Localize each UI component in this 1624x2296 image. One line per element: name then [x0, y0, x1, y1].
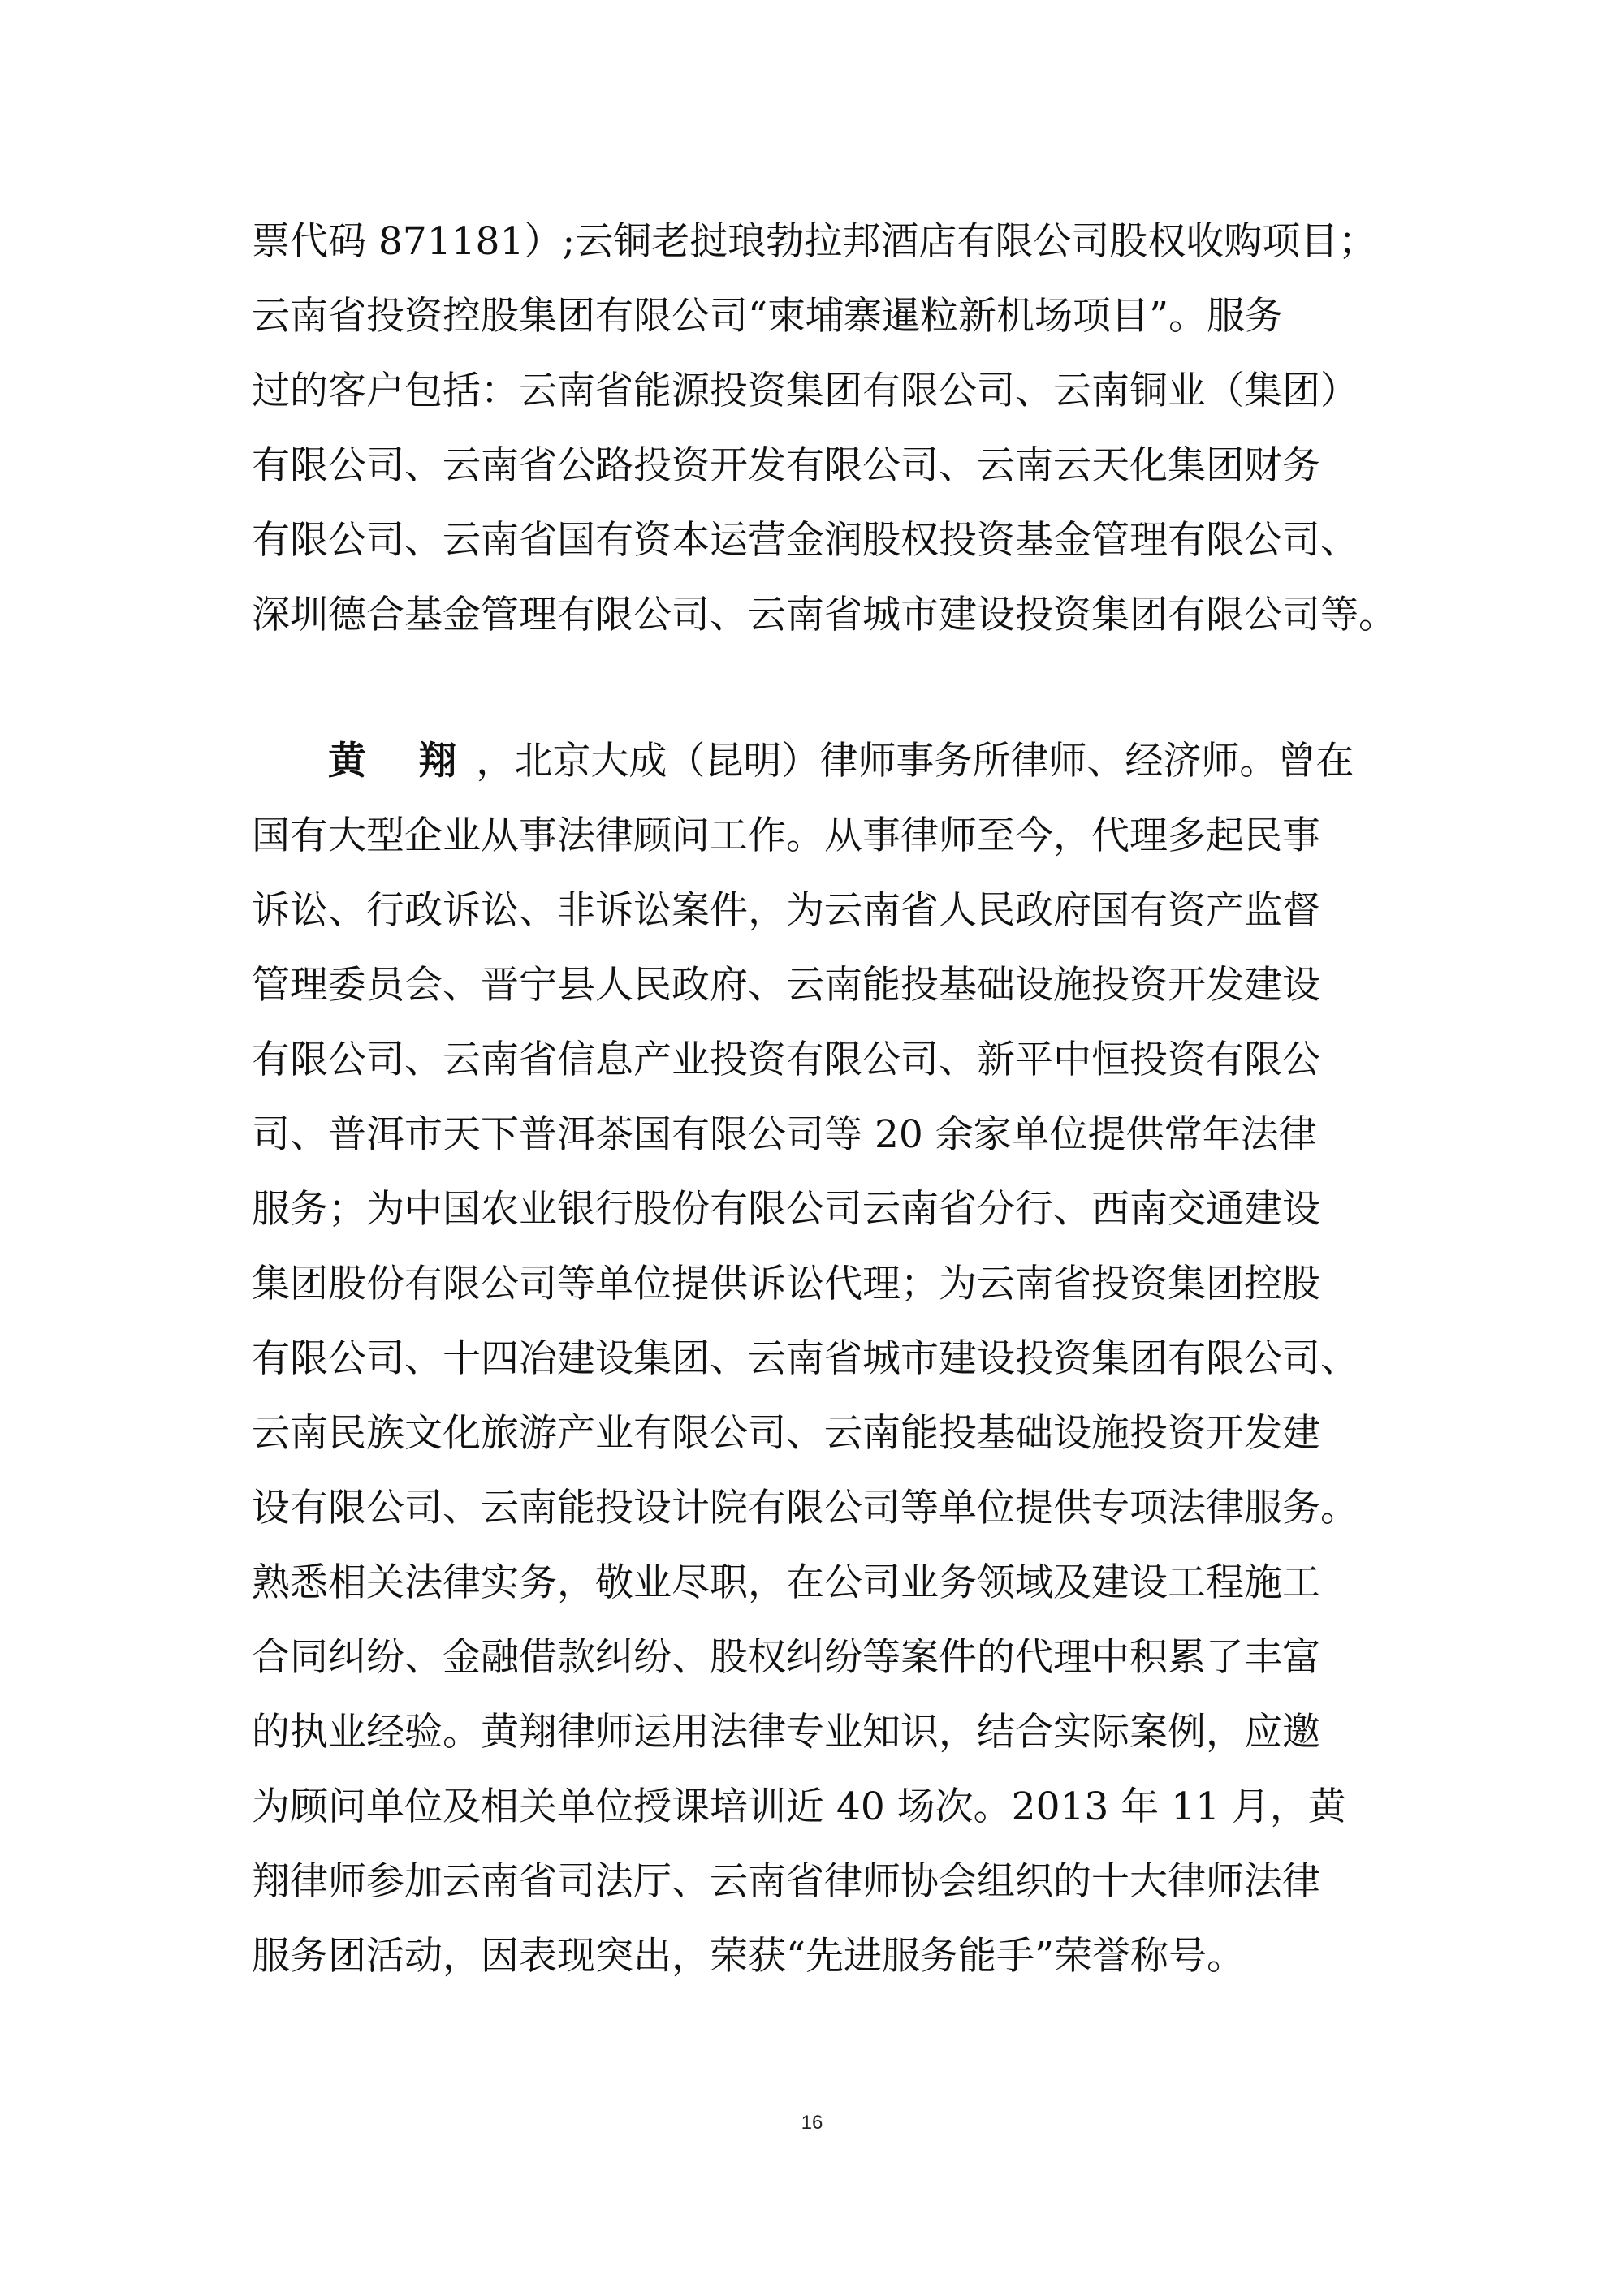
text-line: 过的客户包括：云南省能源投资集团有限公司、云南铜业（集团）	[252, 369, 1358, 413]
text-line: 有限公司、云南省公路投资开发有限公司、云南云天化集团财务	[252, 443, 1320, 488]
text-line: 合同纠纷、金融借款纠纷、股权纠纷等案件的代理中积累了丰富	[252, 1635, 1320, 1680]
text-line: 管理委员会、晋宁县人民政府、云南能投基础设施投资开发建设	[252, 963, 1320, 1008]
text-line: 有限公司、十四冶建设集团、云南省城市建设投资集团有限公司、	[252, 1336, 1358, 1381]
text-line: 服务；为中国农业银行股份有限公司云南省分行、西南交通建设	[252, 1187, 1320, 1232]
text-line: 国有大型企业从事法律顾问工作。从事律师至今，代理多起民事	[252, 814, 1320, 858]
text-line: 有限公司、云南省信息产业投资有限公司、新平中恒投资有限公	[252, 1038, 1320, 1082]
text-line: 诉讼、行政诉讼、非诉讼案件，为云南省人民政府国有资产监督	[252, 888, 1320, 933]
text-line: 翔律师参加云南省司法厅、云南省律师协会组织的十大律师法律	[252, 1859, 1320, 1904]
text-line: 司、普洱市天下普洱茶国有限公司等 20 余家单位提供常年法律	[252, 1112, 1317, 1157]
text-line: 服务团活动，因表现突出，荣获“先进服务能手”荣誉称号。	[252, 1934, 1246, 1979]
page-number: 16	[801, 2112, 823, 2134]
first-line-text: ，北京大成（昆明）律师事务所律师、经济师。曾在	[476, 739, 1354, 783]
text-line: 熟悉相关法律实务，敬业尽职，在公司业务领域及建设工程施工	[252, 1560, 1320, 1605]
text-line: 有限公司、云南省国有资本运营金润股权投资基金管理有限公司、	[252, 518, 1358, 563]
text-line: 为顾问单位及相关单位授课培训近 40 场次。2013 年 11 月，黄	[252, 1785, 1346, 1829]
text-line: 设有限公司、云南能投设计院有限公司等单位提供专项法律服务。	[252, 1486, 1358, 1530]
text-line: 集团股份有限公司等单位提供诉讼代理；为云南省投资集团控股	[252, 1262, 1320, 1306]
text-line: 的执业经验。黄翔律师运用法律专业知识，结合实际案例，应邀	[252, 1710, 1320, 1754]
person-name: 黄 翔	[328, 739, 477, 783]
text-line: 深圳德合基金管理有限公司、云南省城市建设投资集团有限公司等。	[252, 593, 1397, 637]
text-line: 票代码 871181）;云铜老挝琅勃拉邦酒店有限公司股权收购项目；	[252, 219, 1377, 264]
text-line: 云南民族文化旅游产业有限公司、云南能投基础设施投资开发建	[252, 1411, 1320, 1456]
text-line-first	[328, 737, 1354, 786]
text-line: 云南省投资控股集团有限公司“柬埔寨暹粒新机场项目”。服务	[252, 294, 1284, 339]
